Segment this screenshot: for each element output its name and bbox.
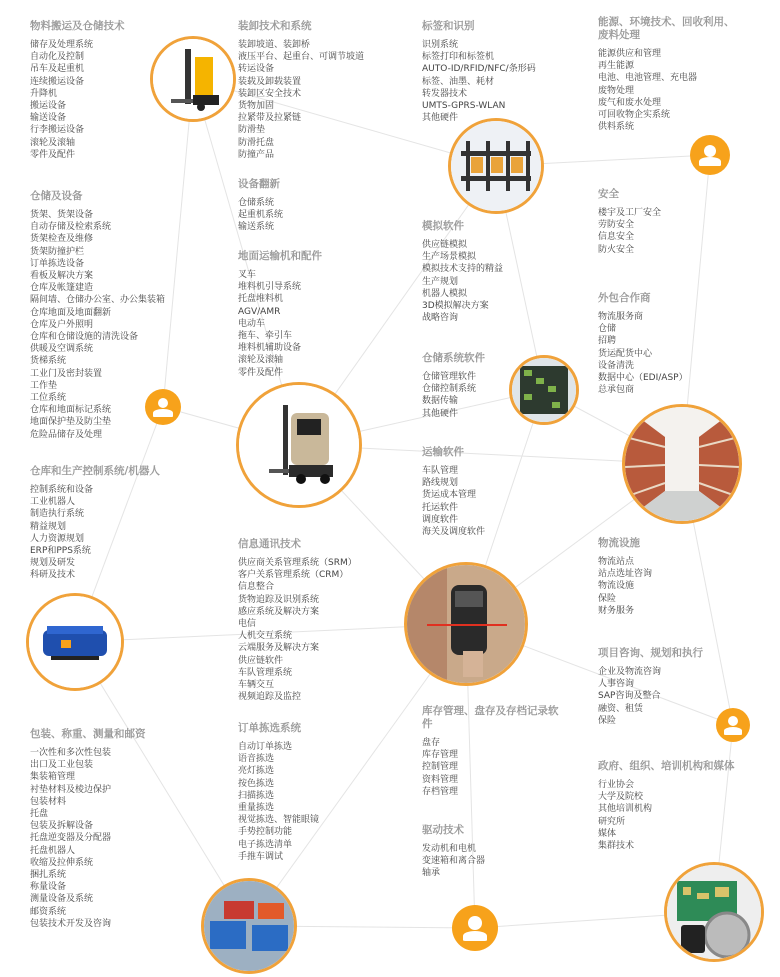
category-item: 防撞产品	[238, 149, 275, 160]
automated-shelf-system-photo	[448, 118, 544, 214]
category-item: 企业及物流咨询	[598, 667, 662, 677]
category-title: 包装、称重、测量和邮资	[30, 728, 146, 740]
category-item: 货物追踪及识别系统	[238, 594, 320, 605]
category-item: 客户关系管理系统（CRM）	[238, 570, 349, 581]
category-item: 防滑托盘	[238, 137, 275, 148]
category-item: 识别系统	[422, 40, 459, 50]
category-item: 升降机	[30, 88, 58, 99]
category-title: 库存管理、盘存及存档记录软件	[422, 705, 559, 730]
category-block	[238, 722, 319, 863]
category-item: 车队管理系统	[238, 667, 293, 678]
category-item: 手推车调试	[238, 851, 284, 862]
category-item: 供料系统	[598, 122, 635, 133]
category-item: 设备清洗	[598, 360, 635, 371]
category-item: 货物加固	[238, 101, 275, 112]
category-item: 总承包商	[598, 385, 635, 396]
category-item: 供暖及空调系统	[30, 344, 94, 355]
category-item: 供应链软件	[238, 655, 284, 666]
category-item: 电子拣选清单	[238, 839, 293, 850]
category-item: 物流站点	[598, 557, 635, 567]
category-block	[30, 465, 160, 582]
category-item-list	[238, 39, 364, 161]
category-item: 装卸区安全技术	[238, 88, 302, 99]
category-title: 项目咨询、规划和执行	[598, 647, 703, 659]
person-icon	[716, 708, 750, 742]
category-block	[238, 20, 364, 161]
category-item: 工位系统	[30, 393, 67, 404]
category-item: 防滑垫	[238, 125, 266, 136]
category-item: 零件及配件	[30, 149, 76, 160]
category-item: 测量设备及系统	[30, 894, 94, 905]
category-item-list	[238, 197, 283, 234]
category-item: 其他硬件	[422, 113, 459, 124]
category-item: 电信	[238, 619, 257, 630]
category-item: 订单拣选设备	[30, 258, 85, 269]
category-item-list	[598, 311, 688, 396]
category-item-list	[30, 484, 160, 582]
category-item: 废物处理	[598, 85, 635, 96]
category-item: 库存管理	[422, 750, 459, 761]
category-item: 地面保护垫及防尘垫	[30, 417, 112, 428]
category-item: 称量设备	[30, 882, 67, 893]
category-title: 设备翻新	[238, 178, 280, 190]
category-item: 废气和废水处理	[598, 97, 662, 108]
category-item: 保险	[598, 715, 617, 726]
category-item: 货运成本管理	[422, 490, 477, 501]
category-item: 拖车、牵引车	[238, 331, 293, 342]
category-item: 3D模拟解决方案	[422, 301, 489, 312]
category-item: 路线规划	[422, 478, 459, 489]
category-item: 劳防安全	[598, 220, 635, 231]
category-item-list	[598, 666, 703, 727]
category-title: 信息通讯技术	[238, 538, 301, 550]
category-block	[422, 20, 536, 124]
category-title: 政府、组织、培训机构和媒体	[598, 760, 735, 772]
category-title: 装卸技术和系统	[238, 20, 312, 32]
category-item-list	[422, 371, 485, 420]
category-item: 研究所	[598, 816, 626, 827]
category-item: 信息整合	[238, 582, 275, 593]
category-item: 车辆交互	[238, 680, 275, 691]
category-title: 物流设施	[598, 537, 640, 549]
category-item: 亮灯拣选	[238, 766, 275, 777]
category-title: 运输软件	[422, 446, 464, 458]
category-title: 标签和识别	[422, 20, 475, 32]
category-item: 电动车	[238, 318, 266, 329]
category-item: 控制系统和设备	[30, 485, 94, 495]
category-title: 订单拣选系统	[238, 722, 301, 734]
category-item: 车队管理	[422, 466, 459, 476]
category-item: 供应链模拟	[422, 240, 468, 250]
category-title: 模拟软件	[422, 220, 464, 232]
category-item: 发动机和电机	[422, 844, 477, 854]
category-item: 出口及工业包装	[30, 760, 94, 771]
category-item-list	[598, 556, 652, 617]
category-item: 重量拣选	[238, 803, 275, 814]
category-item: 自动存储及检索系统	[30, 222, 112, 233]
category-block	[598, 647, 703, 727]
category-item-list	[598, 48, 738, 133]
category-item: 机器人模拟	[422, 288, 468, 299]
category-item: 生产规划	[422, 276, 459, 287]
category-title: 能源、环境技术、回收利用、废料处理	[598, 16, 735, 41]
category-item: 液压平台、起重台、可调节坡道	[238, 52, 365, 63]
category-item: 制造执行系统	[30, 509, 85, 520]
category-item: 托盘机器人	[30, 845, 76, 856]
category-item: 储存及处理系统	[30, 40, 94, 50]
category-item: 精益规划	[30, 521, 67, 532]
category-item: 语音拣选	[238, 754, 275, 765]
category-item: 物流设施	[598, 581, 635, 592]
person-icon	[690, 135, 730, 175]
order-picker-forklift-photo	[150, 36, 236, 122]
category-item: 隔间墙、仓储办公室、办公集装箱	[30, 295, 166, 306]
category-item: 货架检查及维修	[30, 234, 94, 245]
category-item-list	[422, 737, 562, 798]
category-item-list	[598, 207, 661, 256]
category-item: 捆扎系统	[30, 870, 67, 881]
category-title: 物料搬运及仓储技术	[30, 20, 125, 32]
category-item: 站点选址咨询	[598, 569, 653, 580]
category-item: 变速箱和离合器	[422, 856, 486, 867]
category-item: 仓库及户外照明	[30, 319, 94, 330]
category-title: 安全	[598, 188, 619, 200]
category-item: 工业门及密封装置	[30, 368, 103, 379]
category-item: 堆料机引导系统	[238, 282, 302, 293]
category-item: ERP和PPS系统	[30, 546, 91, 557]
category-block	[422, 446, 485, 538]
category-item: 手势控制功能	[238, 827, 293, 838]
category-item: 人力资源规划	[30, 533, 85, 544]
category-item: 海关及调度软件	[422, 527, 486, 538]
category-item: 仓储管理软件	[422, 372, 477, 382]
category-item: 拉紧带及拉紧链	[238, 113, 302, 124]
category-block	[238, 178, 283, 234]
category-item: 转发器技术	[422, 88, 468, 99]
category-item: 感应系统及解决方案	[238, 606, 320, 617]
category-item: 工作垫	[30, 380, 58, 391]
category-item: 危险品储存及处理	[30, 429, 103, 440]
category-item: 仓库地面及地面翻新	[30, 307, 112, 318]
category-item: 保险	[598, 593, 617, 604]
category-item: 战略咨询	[422, 313, 459, 324]
connection-line	[163, 79, 193, 407]
category-item: 视觉拣选、智能眼镜	[238, 815, 320, 826]
category-item: 电池、电池管理、充电器	[598, 73, 698, 84]
category-item: 装卸坡道、装卸桥	[238, 40, 311, 50]
category-block	[598, 16, 738, 133]
category-item: 一次性和多次性包装	[30, 748, 112, 758]
category-item: 收缩及拉伸系统	[30, 857, 94, 868]
category-item: 可回收物企实系统	[598, 110, 671, 121]
category-item: 搬运设备	[30, 101, 67, 112]
category-item: 其他培训机构	[598, 804, 653, 815]
category-item: 扫描拣选	[238, 790, 275, 801]
category-item: 看板及解决方案	[30, 271, 94, 282]
agv-robot-photo	[26, 593, 124, 691]
category-title: 仓库和生产控制系统/机器人	[30, 465, 160, 477]
category-item: 数据传输	[422, 396, 459, 407]
category-item-list	[238, 269, 322, 379]
category-item: 托运软件	[422, 502, 459, 513]
category-item: 控制管理	[422, 762, 459, 773]
category-item: 能源供应和管理	[598, 49, 662, 59]
category-item: 标签、油墨、耗材	[422, 76, 495, 87]
category-item: 盘存	[422, 738, 441, 748]
category-item-list	[422, 465, 485, 538]
category-item: 输送设备	[30, 113, 67, 124]
category-item: 自动化及控制	[30, 52, 85, 63]
category-item: 装载及卸载装置	[238, 76, 302, 87]
category-item: 规划及研发	[30, 558, 76, 569]
category-block	[30, 20, 125, 161]
category-item: 货运配货中心	[598, 348, 653, 359]
category-item: 存档管理	[422, 786, 459, 797]
warehouse-aisle-photo	[622, 404, 742, 524]
category-item: 融资、租赁	[598, 703, 644, 714]
category-item: 人事咨询	[598, 679, 635, 690]
category-block	[238, 538, 357, 703]
category-item: 邮资系统	[30, 906, 67, 917]
category-item: 托盘逆变器及分配器	[30, 833, 112, 844]
category-title: 地面运输机和配件	[238, 250, 322, 262]
category-title: 驱动技术	[422, 824, 464, 836]
category-item: 信息安全	[598, 232, 635, 243]
category-item-list	[30, 39, 125, 161]
category-item: UMTS-GPRS-WLAN	[422, 101, 506, 112]
category-item: 输送系统	[238, 222, 275, 233]
category-item: 吊车及起重机	[30, 64, 85, 75]
category-title: 仓储系统软件	[422, 352, 485, 364]
category-item: 其他硬件	[422, 408, 459, 419]
category-item-list	[422, 39, 536, 124]
category-item: 资料管理	[422, 774, 459, 785]
category-item: 视频追踪及监控	[238, 692, 302, 703]
category-item: 集装箱管理	[30, 772, 76, 783]
category-item: 仓储	[598, 324, 617, 335]
category-item: 人机交互系统	[238, 631, 293, 642]
category-item: 滚轮及滚轴	[30, 137, 76, 148]
category-item: 仓库和地面标记系统	[30, 405, 112, 416]
category-block	[30, 728, 146, 930]
category-title: 外包合作商	[598, 292, 651, 304]
person-icon	[145, 389, 181, 425]
category-block	[598, 292, 688, 396]
category-item: 堆料机辅助设备	[238, 343, 302, 354]
category-title: 仓储及设备	[30, 190, 83, 202]
category-item: 防火安全	[598, 244, 635, 255]
category-item-list	[30, 747, 146, 930]
category-item: 大学及院校	[598, 792, 644, 803]
warehouse-storage-photo	[509, 355, 579, 425]
category-item: 仓储系统	[238, 198, 275, 208]
category-item: 生产场景模拟	[422, 252, 477, 263]
category-item: 货梯系统	[30, 356, 67, 367]
circuit-board-photo	[664, 862, 764, 962]
packaging-bins-photo	[201, 878, 297, 974]
category-item: 仓库和仓储设施的清洗设备	[30, 332, 139, 343]
category-item: 行业协会	[598, 780, 635, 790]
category-item-list	[598, 779, 738, 852]
category-item: 叉车	[238, 270, 257, 280]
category-block	[422, 705, 562, 798]
person-icon	[452, 905, 498, 951]
category-item: 转运设备	[238, 64, 275, 75]
reach-truck-forklift-photo	[236, 382, 362, 508]
category-item: 模拟技术支持的精益	[422, 264, 504, 275]
category-item-list	[238, 557, 357, 703]
category-item: 物流服务商	[598, 312, 644, 322]
category-item: 媒体	[598, 828, 617, 839]
category-block	[422, 220, 503, 324]
category-item: 货架防撞护栏	[30, 246, 85, 257]
category-item: 招聘	[598, 336, 617, 347]
category-item: 供应商关系管理系统（SRM）	[238, 558, 357, 568]
category-item: 仓库及帐篷建造	[30, 283, 94, 294]
category-item: 仓储控制系统	[422, 384, 477, 395]
category-item: 再生能源	[598, 61, 635, 72]
category-item: 轴承	[422, 868, 441, 879]
category-item: 起重机系统	[238, 210, 284, 221]
category-item: 衬垫材料及棱边保护	[30, 784, 112, 795]
category-item: 托盘堆料机	[238, 294, 284, 305]
category-item: SAP咨询及整合	[598, 691, 661, 702]
category-item: 数据中心（EDI/ASP）	[598, 373, 688, 384]
category-block	[598, 537, 652, 617]
category-item: 包装及拆解设备	[30, 821, 94, 832]
category-item: 连续搬运设备	[30, 76, 85, 87]
category-item: AGV/AMR	[238, 306, 281, 317]
category-item: 托盘	[30, 809, 49, 820]
category-item-list	[422, 239, 503, 324]
category-block	[422, 824, 485, 880]
category-item: 科研及技术	[30, 570, 76, 581]
category-item: 零件及配件	[238, 367, 284, 378]
category-block	[422, 352, 485, 420]
category-block	[598, 760, 738, 852]
category-item: 包装技术开发及咨询	[30, 918, 112, 929]
barcode-scanner-photo	[404, 562, 528, 686]
category-item: 按色拣选	[238, 778, 275, 789]
category-item: 自动订单拣选	[238, 742, 293, 752]
category-block	[238, 250, 322, 379]
category-item: 标签打印和标签机	[422, 52, 495, 63]
category-item: 滚轮及滚轴	[238, 355, 284, 366]
category-item: 行李搬运设备	[30, 125, 85, 136]
category-item: 云端服务及解决方案	[238, 643, 320, 654]
category-item: 包装材料	[30, 796, 67, 807]
category-item: 工业机器人	[30, 497, 76, 508]
category-item-list	[422, 843, 485, 880]
category-item: 货架、货架设备	[30, 210, 94, 220]
category-item: 调度软件	[422, 514, 459, 525]
category-item: 集群技术	[598, 841, 635, 852]
category-item: AUTO-ID/RFID/NFC/条形码	[422, 64, 536, 75]
category-item: 楼宇及工厂安全	[598, 208, 662, 218]
category-item: 财务服务	[598, 605, 635, 616]
category-block	[598, 188, 661, 256]
category-item-list	[238, 741, 319, 863]
